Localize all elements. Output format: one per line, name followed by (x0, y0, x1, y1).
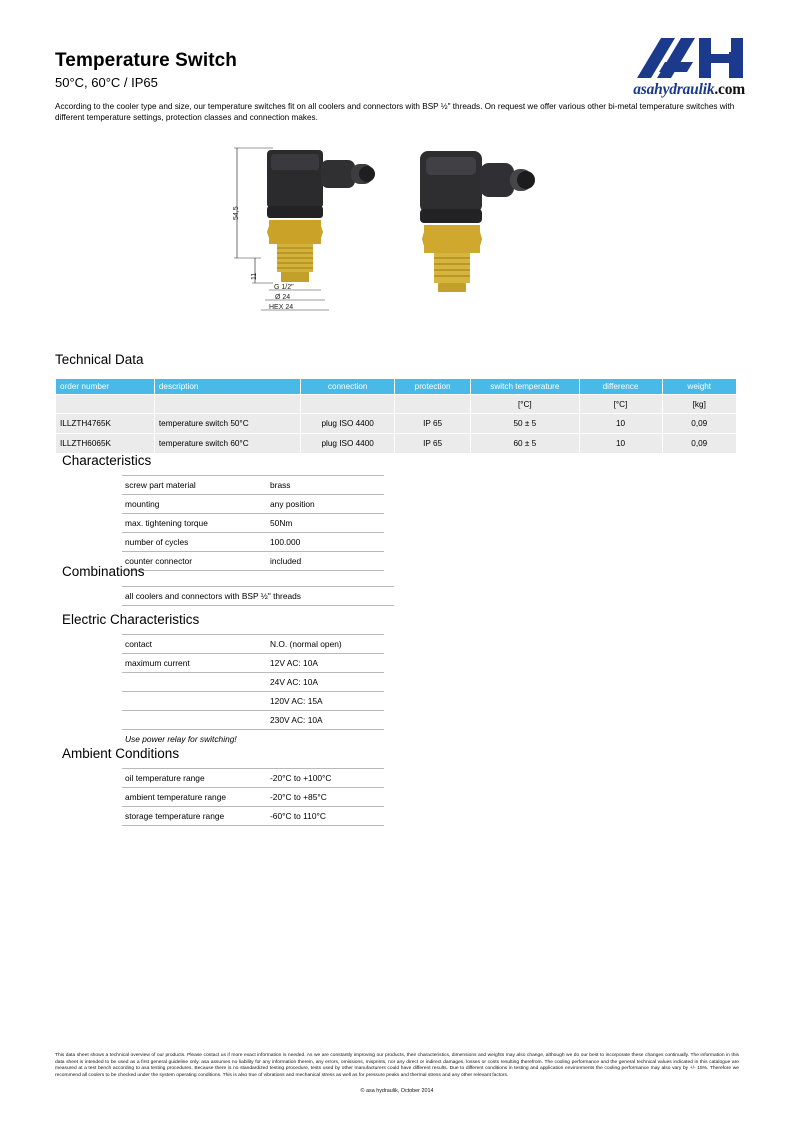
col-description: description (154, 379, 300, 395)
logo-name: asahydraulik (633, 81, 715, 98)
table-row (56, 414, 737, 434)
cell-connection: plug ISO 4400 (301, 434, 395, 454)
cell-description: temperature switch 50°C (154, 414, 300, 434)
unit-difference: [°C] (579, 395, 662, 414)
spec-key: maximum current (122, 654, 267, 673)
cell-difference: 10 (579, 434, 662, 454)
intro-paragraph: According to the cooler type and size, our temperature switches fit on all coolers and connectors with BSP ½" threads. On request we offer various other bi-metal temperature switches with different temperature settings, protection classes and connection makes. (55, 102, 735, 122)
spec-value: 120V AC: 15A (267, 692, 384, 711)
spec-key: number of cycles (122, 533, 267, 552)
table-row (122, 476, 384, 495)
spec-value: -60°C to 110°C (267, 807, 384, 826)
spec-key (122, 711, 267, 730)
col-switch-temperature: switch temperature (471, 379, 579, 395)
cell-switch-temperature: 60 ± 5 (471, 434, 579, 454)
table-row (122, 635, 384, 654)
electric-note: Use power relay for switching! (125, 734, 237, 744)
cell-switch-temperature: 50 ± 5 (471, 414, 579, 434)
page-footer (55, 1053, 739, 1094)
unit-weight: [kg] (662, 395, 737, 414)
spec-value: 24V AC: 10A (267, 673, 384, 692)
spec-key: all coolers and connectors with BSP ½" threads (122, 587, 394, 606)
electric-characteristics-table (122, 634, 384, 748)
table-row (122, 769, 384, 788)
technical-data-table (55, 378, 737, 454)
ambient-conditions-section (62, 746, 384, 826)
col-order-number: order number (56, 379, 155, 395)
spec-value: 100.000 (267, 533, 384, 552)
dim-thread: G 1/2" (274, 284, 294, 291)
spec-value: 12V AC: 10A (267, 654, 384, 673)
characteristics-heading: Characteristics (62, 453, 152, 468)
spec-value: -20°C to +100°C (267, 769, 384, 788)
logo-domain: .com (714, 81, 745, 98)
spec-value: 230V AC: 10A (267, 711, 384, 730)
cell-order-number: ILLZTH4765K (56, 414, 155, 434)
table-row (122, 711, 384, 730)
spec-key: counter connector (122, 552, 267, 571)
unit-switch-temperature: [°C] (471, 395, 579, 414)
spec-key (122, 692, 267, 711)
spec-value: brass (267, 476, 384, 495)
spec-key: storage temperature range (122, 807, 267, 826)
combinations-section (62, 564, 394, 606)
dim-diameter: Ø 24 (275, 294, 291, 301)
spec-value: -20°C to +85°C (267, 788, 384, 807)
spec-value: any position (267, 495, 384, 514)
page-subtitle: 50°C, 60°C / IP65 (55, 75, 158, 90)
col-connection: connection (301, 379, 395, 395)
spec-key (122, 673, 267, 692)
table-row (122, 533, 384, 552)
spec-key: mounting (122, 495, 267, 514)
table-row (122, 673, 384, 692)
ambient-conditions-heading: Ambient Conditions (62, 746, 180, 761)
table-row (122, 692, 384, 711)
cell-description: temperature switch 60°C (154, 434, 300, 454)
combinations-table (122, 586, 394, 606)
col-weight: weight (662, 379, 737, 395)
table-row (122, 587, 394, 606)
cell-weight: 0,09 (662, 434, 737, 454)
company-logo (545, 36, 745, 99)
spec-value: 50Nm (267, 514, 384, 533)
technical-data-section (55, 352, 737, 454)
cell-difference: 10 (579, 414, 662, 434)
dim-height-total: 54,5 (233, 206, 240, 220)
dim-hex: HEX 24 (269, 304, 294, 311)
logo-wordmark (545, 81, 745, 99)
page-title: Temperature Switch (55, 50, 237, 71)
footer-disclaimer: This data sheet shows a technical overview of our products. Please contact us if more exact information is needed. As we are constantly improving our products, their characteristics, dimensions and weights may also change, although we do our best to incorporate these changes continually. The information in this data sheet is intended to be used as a first general guideline only. asa assumes no liability for any information therein, any errors, omissions, misprints, nor any direct or indirect damages, losses or costs resulting therefrom. The cooling performance and the general technical values indicated in this catalogue are measured at a test bench according to asa testing procedures. Because there is no standardized testing procedure, tests used by other manufacturers could have different results. Due to different conditions in testing and application environments the cooling performance may also vary by +/- 15%. Therefore we recommend all coolers to be checked under the system operating conditions. This is also true of vibrations and mechanical stress as well as for pressure peaks and thermal stress and any other relevant factors. (55, 1053, 739, 1078)
spec-key: max. tightening torque (122, 514, 267, 533)
ambient-conditions-table (122, 768, 384, 826)
table-row (122, 514, 384, 533)
spec-value: included (267, 552, 384, 571)
electric-characteristics-heading: Electric Characteristics (62, 612, 200, 627)
table-row (122, 495, 384, 514)
cell-connection: plug ISO 4400 (301, 414, 395, 434)
unit-description (154, 395, 300, 414)
cell-protection: IP 65 (395, 434, 471, 454)
unit-protection (395, 395, 471, 414)
table-row (56, 434, 737, 454)
cell-weight: 0,09 (662, 414, 737, 434)
spec-key: screw part material (122, 476, 267, 495)
unit-order-number (56, 395, 155, 414)
spec-key: contact (122, 635, 267, 654)
electric-characteristics-section (62, 612, 384, 748)
table-units-row (56, 395, 737, 414)
product-drawing (225, 140, 565, 345)
dim-thread-length: 11 (251, 272, 258, 280)
technical-data-heading: Technical Data (55, 352, 144, 367)
table-header-row (56, 379, 737, 395)
characteristics-table (122, 475, 384, 571)
product-figures (225, 140, 565, 345)
footer-copyright: © asa hydraulik, October 2014 (360, 1088, 434, 1095)
col-difference: difference (579, 379, 662, 395)
spec-value: N.O. (normal open) (267, 635, 384, 654)
cell-order-number: ILLZTH6065K (56, 434, 155, 454)
spec-key: ambient temperature range (122, 788, 267, 807)
table-row (122, 654, 384, 673)
spec-key: oil temperature range (122, 769, 267, 788)
table-row (122, 788, 384, 807)
cell-protection: IP 65 (395, 414, 471, 434)
col-protection: protection (395, 379, 471, 395)
characteristics-section (62, 453, 384, 571)
unit-connection (301, 395, 395, 414)
ah-logo-icon (635, 36, 745, 80)
combinations-heading: Combinations (62, 564, 145, 579)
table-row (122, 807, 384, 826)
